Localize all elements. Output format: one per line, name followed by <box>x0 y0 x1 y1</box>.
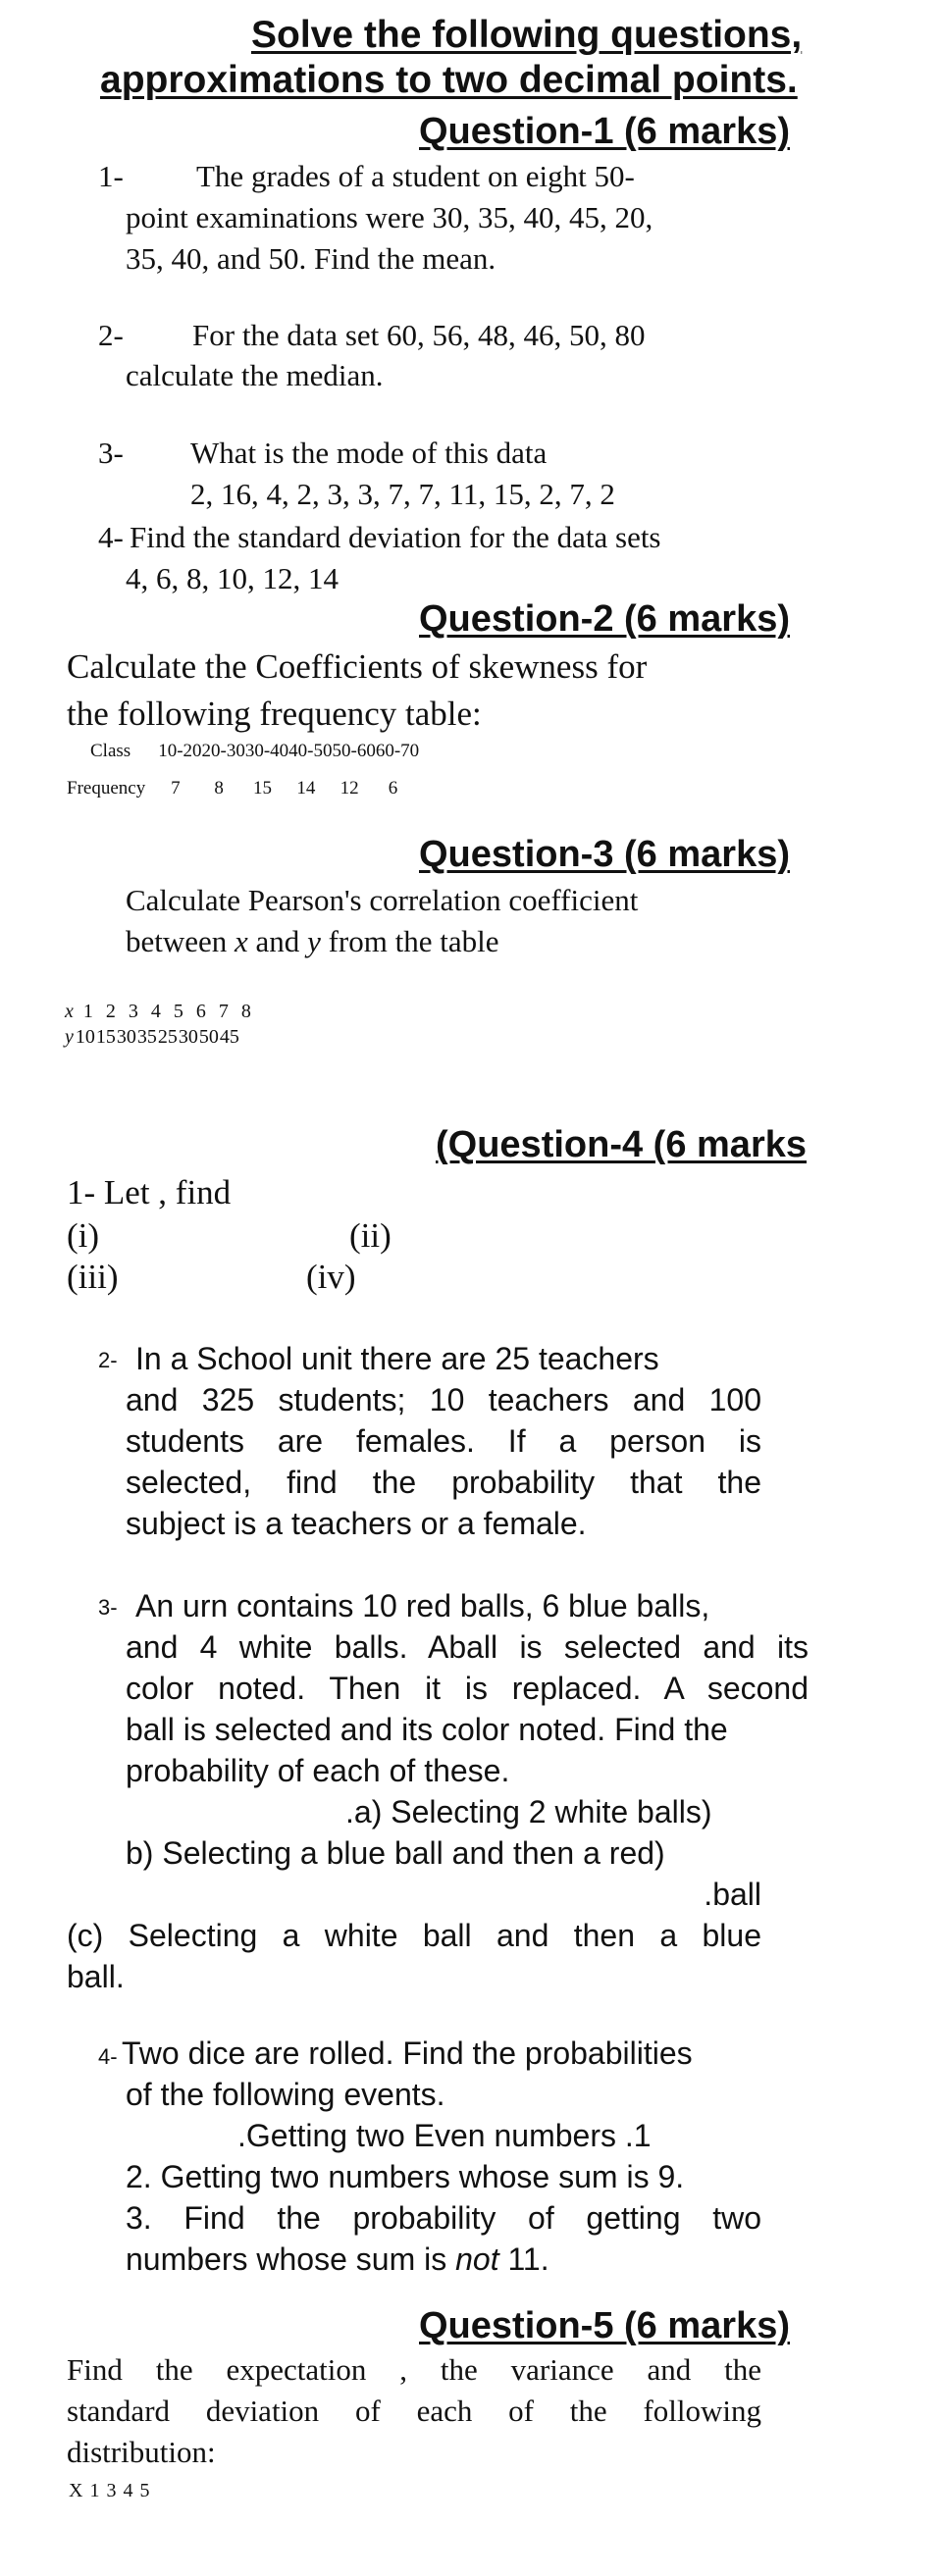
q5-text: Find the expectation , the variance and the <box>67 2352 761 2387</box>
q4-part-1-i: (i) <box>67 1216 100 1255</box>
table-cell: 7 <box>171 778 181 799</box>
q4-part-3-text: ball is selected and its color noted. Find the <box>126 1712 728 1747</box>
q4-part-4-number: 4- <box>98 2044 118 2069</box>
q4-part-2-text: selected, find the probability that the <box>126 1465 761 1500</box>
q4-part-3-text: probability of each of these. <box>126 1753 510 1788</box>
q1-item-2-text: calculate the median. <box>126 358 384 392</box>
table-cell: 45 <box>219 1026 239 1048</box>
q1-item-3-number: 3- <box>98 436 124 470</box>
table-row <box>67 763 419 800</box>
q4-part-3-text: and 4 white balls. Aball is selected and its <box>126 1629 809 1665</box>
q4-part-4-event-2: 2. Getting two numbers whose sum is 9. <box>126 2159 685 2194</box>
table-row <box>65 1026 240 1049</box>
table-cell: 14 <box>296 778 316 799</box>
q4-part-1-ii: (ii) <box>349 1216 392 1255</box>
q4-part-3-text: color noted. Then it is replaced. A second <box>126 1671 809 1706</box>
table-cell: 30-40 <box>244 741 289 761</box>
page-title-line1: Solve the following questions, <box>251 14 803 56</box>
q4-part-2-text: students are females. If a person is <box>126 1423 761 1459</box>
q3-text-part: between <box>126 924 235 958</box>
q4-part-2-text: and 325 students; 10 teachers and 100 <box>126 1382 761 1417</box>
table-cell: 8 <box>240 1001 251 1022</box>
q4-part-4-text: of the following events. <box>126 2077 445 2112</box>
table-header-cell: y <box>65 1026 74 1048</box>
frequency-table <box>67 740 419 800</box>
q1-item-1-text: 35, 40, and 50. Find the mean. <box>126 241 496 276</box>
table-cell: 10-20 <box>158 741 202 761</box>
q4-part-1-iii: (iii) <box>67 1258 119 1296</box>
q1-item-2-text: For the data set 60, 56, 48, 46, 50, 80 <box>192 318 646 352</box>
q1-item-4-text: Find the standard deviation for the data sets <box>130 520 661 554</box>
q3-text: Calculate Pearson's correlation coefficient <box>126 883 639 917</box>
q4-part-4-event-3 <box>126 2239 549 2280</box>
q1-item-2-number: 2- <box>98 318 124 352</box>
q1-item-1-number: 1- <box>98 159 124 193</box>
table-header-cell: x <box>65 1001 74 1022</box>
table-cell: 4 <box>150 1001 161 1022</box>
table-cell: 50-60 <box>332 741 376 761</box>
table-row <box>65 1001 264 1023</box>
q5-x-row: X 1 3 4 5 <box>69 2480 151 2501</box>
q4-part-4-text: Two dice are rolled. Find the probabilities <box>122 2035 693 2071</box>
q4-part-4-event-1: .Getting two Even numbers .1 <box>237 2118 652 2153</box>
table-cell: 35 <box>136 1026 157 1048</box>
q4-part-4-text-part: numbers whose sum is <box>126 2241 456 2277</box>
table-cell: 12 <box>339 778 359 799</box>
q4-part-3-b: b) Selecting a blue ball and then a red) <box>126 1835 665 1871</box>
table-header-cell: Frequency <box>67 778 146 799</box>
table-cell: 3 <box>128 1001 138 1022</box>
table-cell: 6 <box>195 1001 206 1022</box>
table-cell: 5 <box>173 1001 183 1022</box>
q1-item-1-text: point examinations were 30, 35, 40, 45, 20, <box>126 200 653 234</box>
q4-part-4-event-3: 3. Find the probability of getting two <box>126 2200 761 2236</box>
table-cell: 15 <box>253 778 272 799</box>
q1-item-3-data: 2, 16, 4, 2, 3, 3, 7, 7, 11, 15, 2, 7, 2 <box>190 477 615 511</box>
q5-text: standard deviation of each of the following <box>67 2394 761 2428</box>
question-5-heading: Question-5 (6 marks) <box>419 2305 790 2346</box>
table-cell: 60-70 <box>375 741 420 761</box>
question-1-heading: Question-1 (6 marks) <box>419 111 790 152</box>
table-header-cell: Class <box>90 741 131 761</box>
correlation-table <box>65 1001 264 1023</box>
question-4-heading: (Question-4 (6 marks <box>436 1124 807 1165</box>
x-variable: x <box>235 924 248 958</box>
q4-part-3-c: (c) Selecting a white ball and then a blue <box>67 1918 761 1953</box>
table-cell: 15 <box>95 1026 116 1048</box>
table-cell: 7 <box>218 1001 229 1022</box>
q4-part-2-text: In a School unit there are 25 teachers <box>135 1341 659 1376</box>
page-title-line2: approximations to two decimal points. <box>100 59 798 101</box>
table-cell: 25 <box>157 1026 178 1048</box>
table-cell: 6 <box>388 778 398 799</box>
q4-part-1-iv: (iv) <box>306 1258 356 1296</box>
q4-part-4-text-part: 11. <box>498 2241 549 2277</box>
q4-part-1-text: 1- Let , find <box>67 1173 232 1211</box>
q3-text-part: from the table <box>320 924 499 958</box>
q1-item-3-text: What is the mode of this data <box>190 436 548 470</box>
question-3-heading: Question-3 (6 marks) <box>419 834 790 875</box>
q5-text: distribution: <box>67 2435 216 2469</box>
q4-part-2-text: subject is a teachers or a female. <box>126 1506 587 1541</box>
correlation-table-y <box>65 1026 240 1049</box>
q1-item-4-number: 4- <box>98 520 124 554</box>
q4-part-2-number: 2- <box>98 1348 118 1372</box>
q3-text-part: and <box>247 924 308 958</box>
table-cell: 40-50 <box>288 741 333 761</box>
q4-part-3-c: ball. <box>67 1959 125 1994</box>
y-variable: y <box>307 924 321 958</box>
q4-part-3-a: .a) Selecting 2 white balls) <box>345 1794 712 1829</box>
q4-part-3-b: .ball <box>704 1877 761 1912</box>
question-2-heading: Question-2 (6 marks) <box>419 598 790 640</box>
table-cell: 2 <box>105 1001 116 1022</box>
q2-text: the following frequency table: <box>67 695 482 733</box>
table-cell: 30 <box>116 1026 136 1048</box>
table-cell: 50 <box>198 1026 219 1048</box>
q4-part-3-number: 3- <box>98 1595 118 1620</box>
q4-part-4-emphasis: not <box>455 2241 499 2277</box>
q1-item-1-text: The grades of a student on eight 50- <box>196 159 635 193</box>
table-cell: 8 <box>214 778 224 799</box>
table-cell: 10 <box>75 1026 95 1048</box>
table-cell: 1 <box>82 1001 93 1022</box>
q3-text <box>126 922 498 961</box>
table-cell: 20-30 <box>201 741 245 761</box>
q1-item-4-data: 4, 6, 8, 10, 12, 14 <box>126 561 339 595</box>
table-row <box>67 740 419 763</box>
q2-text: Calculate the Coefficients of skewness for <box>67 647 648 686</box>
table-cell: 30 <box>178 1026 198 1048</box>
q4-part-3-text: An urn contains 10 red balls, 6 blue balls, <box>135 1588 710 1623</box>
